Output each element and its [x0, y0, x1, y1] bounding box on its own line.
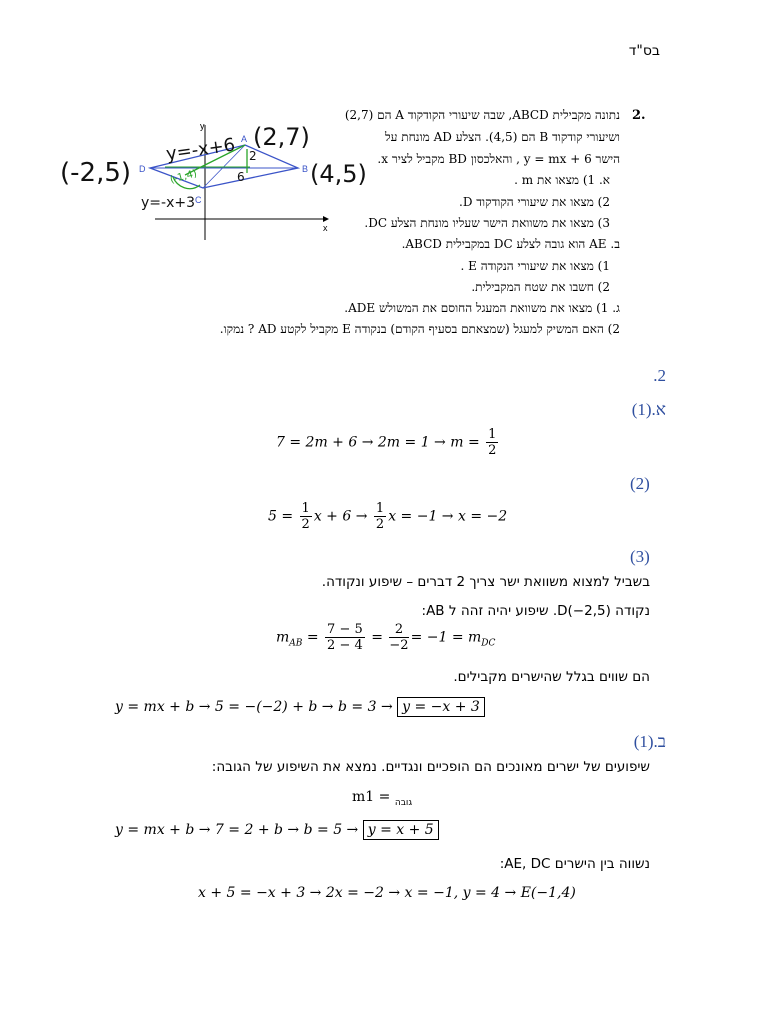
- equation-ae: y = mx + b → 7 = 2 + b → b = 5 → y = x + 5: [115, 822, 439, 838]
- vertex-label-a: A: [241, 134, 248, 144]
- question-number: 2.: [632, 108, 646, 123]
- handwritten-point-b: (4,5): [310, 160, 367, 188]
- vertex-label-c: C: [195, 195, 202, 205]
- x-arrow-icon: [323, 216, 329, 222]
- question-line: ושיעורי קודקוד B הם (4,5). הצלע AD מונחת על: [385, 130, 620, 144]
- text-line: נשווה בין הישרים AE, DC:: [499, 856, 650, 872]
- vertex-label-b: B: [302, 164, 309, 174]
- question-line: ב. AE הוא גובה לצלע DC במקבילית ABCD.: [401, 237, 620, 251]
- handwritten-length: 2: [249, 149, 257, 163]
- question-line: 3) מצאו את משוואת הישר שעליו מונחת הצלע DC.: [364, 216, 610, 230]
- question-line: 2) מצאו את שיעורי הקודקוד D.: [458, 195, 610, 209]
- header-bsd: בס"ד: [628, 43, 660, 59]
- question-line: 2) חשבו את שטח המקבילית.: [471, 280, 610, 294]
- handwritten-point-a: (2,7): [253, 123, 310, 151]
- question-line: ג. 1) מצאו את משוואת המעגל החוסם את המשולש ADE.: [344, 301, 620, 315]
- text-line: בשביל למצוא משוואת ישר צריך 2 דברים – שיפוע ונקודה.: [321, 574, 650, 590]
- handwritten-length: 6: [237, 170, 245, 184]
- part-a1-label: א.(1): [631, 400, 666, 419]
- equation-slope: $m_{AB}$ = $\frac{7 - 5}{2 - 4}$ = $\frac{2}{-2}$ = $-1 = m_{DC}$: [276, 622, 496, 653]
- question-line: הישר y = mx + 6 , והאלכסון BD מקביל לציר x.: [377, 152, 620, 166]
- text-line: נקודה D(−2,5). שיפוע יהיה זהה ל AB:: [421, 603, 650, 619]
- handwritten-point-d: (-2,5): [60, 158, 132, 188]
- equation-a2: 5 = $\frac{1}{2}$ x + 6 → $\frac{1}{2}$ x = −1 → x = −2: [268, 501, 508, 532]
- handwritten-line-dc: y=-x+3: [141, 195, 195, 211]
- handwritten-line-ad: y=-x+6: [164, 134, 237, 165]
- text-line: הם שווים בגלל שהישרים מקבילים.: [453, 669, 650, 685]
- part-b1-label: ב.(1): [633, 732, 666, 751]
- text-line: שיפועים של ישרים מאונכים הם הופכיים ונגדיים. נמצא את השיפוע של הגובה:: [211, 759, 650, 775]
- equation-e: x + 5 = −x + 3 → 2x = −2 → x = −1, y = 4 → E(−1,4): [198, 885, 576, 901]
- handwritten-point-e: (-1,4): [168, 168, 199, 186]
- question-line: א. 1) מצאו את m .: [514, 173, 610, 187]
- equation-a1: 7 = 2m + 6 → 2m = 1 → m = $\frac{1}{2}$: [276, 427, 497, 458]
- question-line: 1) מצאו את שיעורי הנקודה E .: [460, 259, 610, 273]
- x-axis-label: x: [323, 223, 328, 233]
- part-a2-label: (2): [630, 474, 650, 493]
- part-a3-label: (3): [630, 547, 650, 566]
- y-axis-label: y: [200, 121, 205, 131]
- vertex-label-d: D: [139, 164, 146, 174]
- equation-height-slope: m $_{גובה}$ = 1: [352, 789, 413, 808]
- question-line: נתונה מקבילית ABCD, שבה שיעורי הקודקוד A הם (2,7): [344, 108, 620, 122]
- section-2-label: .2: [653, 366, 666, 385]
- boxed-answer: y = x + 5: [363, 820, 439, 840]
- equation-dc: y = mx + b → 5 = −(−2) + b → b = 3 → y = −x + 3: [115, 699, 485, 715]
- question-line: 2) האם המשיק למעגל (שמצאתם בסעיף הקודם) בנקודה E מקביל לקטע AD ? נמקו.: [219, 322, 620, 336]
- boxed-answer: y = −x + 3: [397, 697, 485, 717]
